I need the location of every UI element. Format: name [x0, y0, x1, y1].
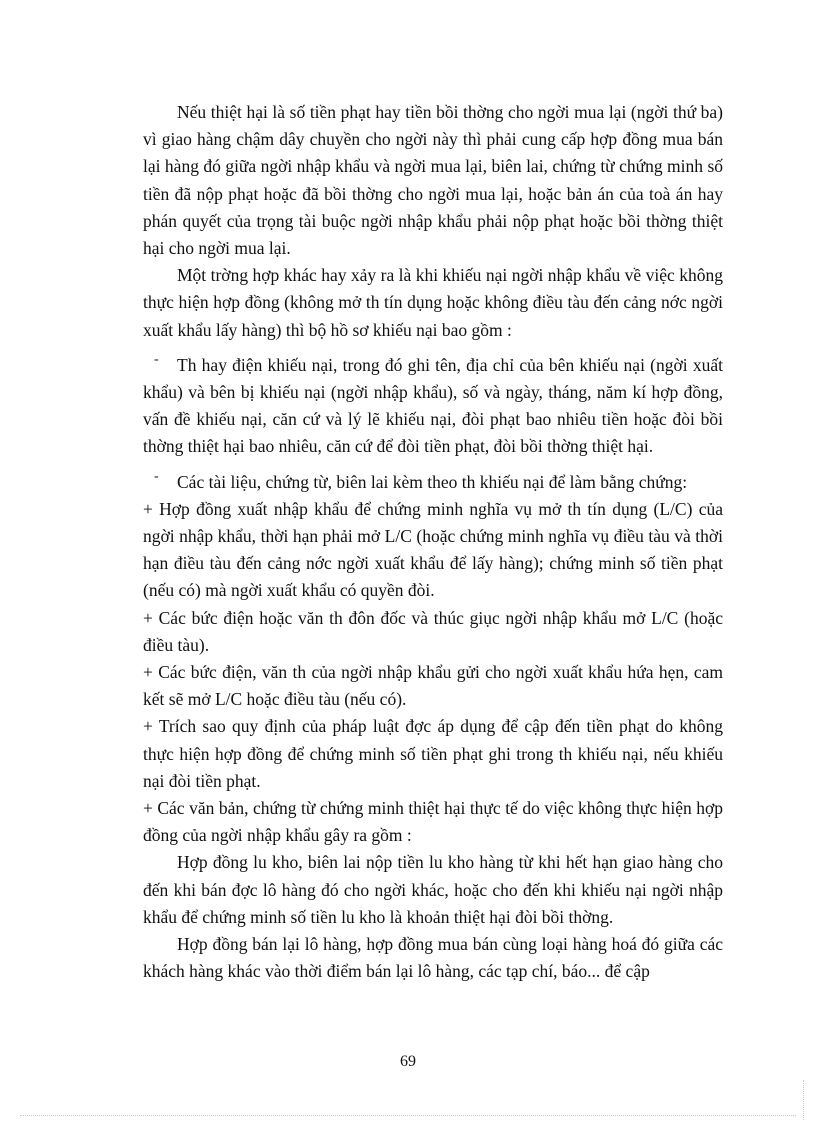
- bullet-dash: -: [154, 351, 159, 367]
- body-text: [143, 99, 723, 986]
- margin-divider: [803, 1080, 804, 1120]
- list-item: + Hợp đồng xuất nhập khẩu để chứng minh nghĩa vụ mở th tín dụng (L/C) của ngời nhập khẩu, thời hạn phải mở L/C (hoặc chứng minh nghĩa vụ điều tàu và thời hạn điều tàu đến cảng nớc ngời xuất khẩu để lấy hàng); chứng minh số tiền phạt (nếu có) mà ngời xuất khẩu có quyền đòi.: [143, 498, 724, 601]
- page-number: 69: [400, 1053, 416, 1070]
- list-item: + Các bức điện, văn th của ngời nhập khẩu gửi cho ngời xuất khẩu hứa hẹn, cam kết sẽ mở L/C hoặc điều tàu (nếu có).: [143, 662, 724, 710]
- list-item: + Trích sao quy định của pháp luật đợc áp dụng để cập đến tiền phạt do không thực hiện hợp đồng để chứng minh số tiền phạt ghi trong th khiếu nại, nếu khiếu nại đòi tiền phạt.: [143, 716, 724, 791]
- list-item: + Các văn bản, chứng từ chứng minh thiệt hại thực tế do việc không thực hiện hợp đồng của ngời nhập khẩu gây ra gồm :: [143, 798, 723, 846]
- paragraph: Hợp đồng bán lại lô hàng, hợp đồng mua bán cùng loại hàng hoá đó giữa các khách hàng khác vào thời điểm bán lại lô hàng, các tạp chí, báo... để cập: [143, 934, 723, 982]
- paragraph: Một trờng hợp khác hay xảy ra là khi khiếu nại ngời nhập khẩu về việc không thực hiện hợp đồng (không mở th tín dụng hoặc không điều tàu đến cảng nớc ngời xuất khẩu lấy hàng) thì bộ hồ sơ khiếu nại bao gồm :: [143, 265, 723, 340]
- bullet-paragraph: - Các tài liệu, chứng từ, biên lai kèm theo th khiếu nại để làm bằng chứng:: [143, 469, 723, 496]
- list-item: + Các bức điện hoặc văn th đôn đốc và thúc giục ngời nhập khẩu mở L/C (hoặc điều tàu).: [143, 607, 723, 655]
- paragraph: Hợp đồng lu kho, biên lai nộp tiền lu kho hàng từ khi hết hạn giao hàng cho đến khi bán đợc lô hàng đó cho ngời khác, hoặc cho đến khi khiếu nại ngời nhập khẩu để chứng minh số tiền lu kho là khoản thiệt hại đòi bồi thờng.: [143, 852, 724, 927]
- bullet-paragraph: - Th hay điện khiếu nại, trong đó ghi tên, địa chỉ của bên khiếu nại (ngời xuất khẩu) và bên bị khiếu nại (ngời nhập khẩu), số và ngày, tháng, năm kí hợp đồng, vấn đề khiếu nại, căn cứ và lý lẽ khiếu nại, đòi phạt bao nhiêu tiền hoặc đòi bồi thờng thiệt hại bao nhiêu, căn cứ để đòi tiền phạt, đòi bồi thờng thiệt hại.: [143, 352, 723, 461]
- footer-divider: [20, 1115, 796, 1116]
- paragraph: Nếu thiệt hại là số tiền phạt hay tiền bồi thờng cho ngời mua lại (ngời thứ ba) vì giao hàng chậm dây chuyền cho ngời này thì phải cung cấp hợp đồng mua bán lại hàng đó giữa ngời nhập khẩu và ngời mua lại, biên lai, chứng từ chứng minh số tiền đã nộp phạt hoặc đã bồi thờng cho ngời mua lại, hoặc bản án của toà án hay phán quyết của trọng tài buộc ngời nhập khẩu phải nộp phạt hoặc bồi thờng thiệt hại cho ngời mua lại.: [143, 102, 724, 259]
- bullet-dash: -: [154, 468, 159, 484]
